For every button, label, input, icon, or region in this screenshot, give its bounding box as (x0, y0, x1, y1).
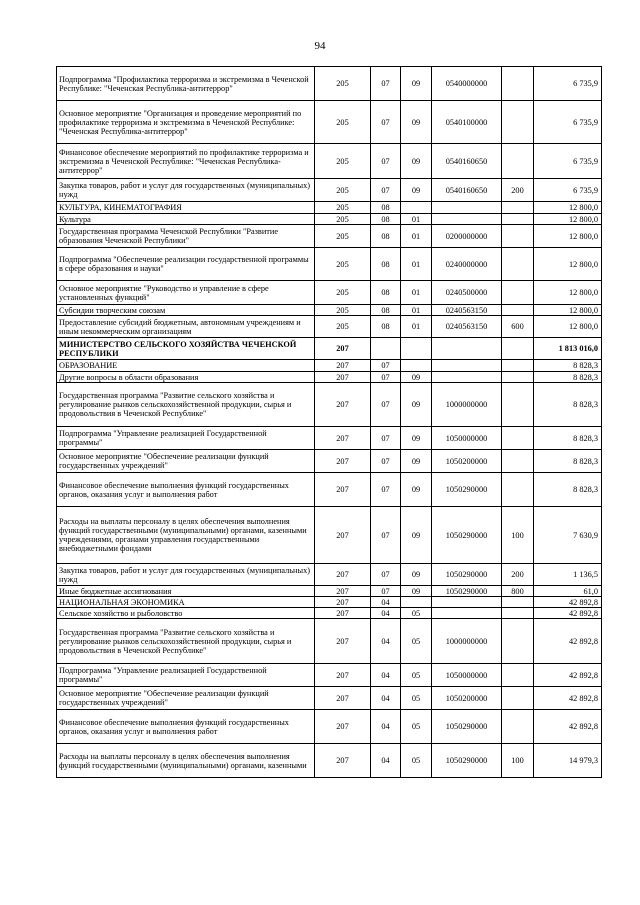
row-rz-cell: 07 (371, 372, 401, 383)
row-pr-cell: 09 (401, 144, 432, 179)
row-name-cell: Государственная программа "Развитие сельского хозяйства и регулирование рынков сельскохозяйственной продукции, сырья и продовольствия в Чеченской Республике" (57, 383, 315, 427)
table-row (57, 338, 602, 360)
row-ved-cell: 207 (315, 372, 371, 383)
row-rz-cell: 08 (371, 214, 401, 225)
row-pr-cell: 01 (401, 225, 432, 248)
row-vr-cell (502, 305, 534, 316)
row-csr-cell (432, 360, 502, 372)
table-row (57, 619, 602, 664)
row-name-cell: МИНИСТЕРСТВО СЕЛЬСКОГО ХОЗЯЙСТВА ЧЕЧЕНСКОЙ РЕСПУБЛИКИ (57, 338, 315, 360)
row-ved-cell: 205 (315, 144, 371, 179)
row-sum-cell: 12 800,0 (534, 225, 602, 248)
row-ved-cell: 207 (315, 687, 371, 710)
row-pr-cell: 05 (401, 664, 432, 687)
table-row (57, 597, 602, 608)
row-name-cell: Подпрограмма "Управление реализацией Государственной программы" (57, 664, 315, 687)
row-rz-cell: 04 (371, 710, 401, 744)
table-row (57, 564, 602, 586)
row-rz-cell: 07 (371, 507, 401, 564)
row-vr-cell (502, 710, 534, 744)
row-name-cell: Предоставление субсидий бюджетным, автономным учреждениям и иным некоммерческим организациям (57, 316, 315, 338)
row-name-cell: Подпрограмма "Профилактика терроризма и экстремизма в Чеченской Республике: "Чеченская Республика-антитеррор" (57, 67, 315, 101)
row-ved-cell: 207 (315, 427, 371, 450)
row-csr-cell: 0540160650 (432, 144, 502, 179)
row-rz-cell: 04 (371, 597, 401, 608)
row-csr-cell: 1050290000 (432, 507, 502, 564)
row-vr-cell (502, 608, 534, 619)
row-name-cell: Основное мероприятие "Организация и проведение мероприятий по профилактике терроризма и экстремизма в Чеченской Республике: "Чеченская Республика-антитеррор" (57, 101, 315, 144)
row-rz-cell: 07 (371, 101, 401, 144)
row-sum-cell: 8 828,3 (534, 473, 602, 507)
row-sum-cell: 12 800,0 (534, 202, 602, 214)
row-vr-cell (502, 281, 534, 305)
row-name-cell: Финансовое обеспечение выполнения функций государственных органов, оказания услуг и выполнения работ (57, 710, 315, 744)
row-pr-cell (401, 338, 432, 360)
row-ved-cell: 207 (315, 450, 371, 473)
row-sum-cell: 6 735,9 (534, 67, 602, 101)
row-ved-cell: 207 (315, 564, 371, 586)
row-rz-cell: 04 (371, 687, 401, 710)
row-vr-cell: 100 (502, 744, 534, 778)
row-csr-cell: 1050290000 (432, 744, 502, 778)
row-vr-cell (502, 372, 534, 383)
row-csr-cell (432, 608, 502, 619)
row-name-cell: Подпрограмма "Обеспечение реализации государственной программы в сфере образования и науки" (57, 248, 315, 281)
row-vr-cell: 100 (502, 507, 534, 564)
row-ved-cell: 205 (315, 248, 371, 281)
row-vr-cell (502, 619, 534, 664)
row-name-cell: Государственная программа Чеченской Республики "Развитие образования Чеченской Республики" (57, 225, 315, 248)
row-vr-cell (502, 473, 534, 507)
row-name-cell: Основное мероприятие "Обеспечение реализации функций государственных учреждений" (57, 687, 315, 710)
table-row (57, 710, 602, 744)
row-sum-cell: 42 892,8 (534, 710, 602, 744)
row-rz-cell: 07 (371, 473, 401, 507)
row-rz-cell: 07 (371, 67, 401, 101)
row-rz-cell: 08 (371, 248, 401, 281)
row-name-cell: Расходы на выплаты персоналу в целях обеспечения выполнения функций государственными (муниципальными) органами, казенными учреждениями, органами управления государственными внебюджетными фондами (57, 507, 315, 564)
table-row (57, 305, 602, 316)
row-sum-cell: 42 892,8 (534, 687, 602, 710)
row-ved-cell: 205 (315, 281, 371, 305)
row-vr-cell (502, 67, 534, 101)
row-pr-cell: 01 (401, 248, 432, 281)
row-ved-cell: 207 (315, 744, 371, 778)
row-pr-cell: 01 (401, 305, 432, 316)
row-ved-cell: 207 (315, 710, 371, 744)
row-pr-cell: 09 (401, 67, 432, 101)
table-row (57, 144, 602, 179)
row-csr-cell: 1050290000 (432, 710, 502, 744)
row-sum-cell: 12 800,0 (534, 316, 602, 338)
page-number: 94 (314, 40, 326, 52)
row-rz-cell: 07 (371, 450, 401, 473)
row-name-cell: Сельское хозяйство и рыболовство (57, 608, 315, 619)
row-sum-cell: 42 892,8 (534, 608, 602, 619)
row-ved-cell: 205 (315, 225, 371, 248)
table-row (57, 248, 602, 281)
row-vr-cell (502, 248, 534, 281)
row-name-cell: ОБРАЗОВАНИЕ (57, 360, 315, 372)
row-pr-cell: 09 (401, 383, 432, 427)
row-csr-cell: 1050200000 (432, 687, 502, 710)
row-csr-cell (432, 338, 502, 360)
row-vr-cell: 200 (502, 179, 534, 202)
row-sum-cell: 6 735,9 (534, 144, 602, 179)
row-sum-cell: 14 979,3 (534, 744, 602, 778)
row-rz-cell: 04 (371, 664, 401, 687)
row-name-cell: Субсидии творческим союзам (57, 305, 315, 316)
row-sum-cell: 1 813 016,0 (534, 338, 602, 360)
row-rz-cell: 08 (371, 316, 401, 338)
row-vr-cell (502, 664, 534, 687)
row-sum-cell: 12 800,0 (534, 305, 602, 316)
row-sum-cell: 7 630,9 (534, 507, 602, 564)
row-vr-cell: 600 (502, 316, 534, 338)
table-row (57, 316, 602, 338)
row-csr-cell: 1050290000 (432, 564, 502, 586)
row-name-cell: Основное мероприятие "Обеспечение реализации функций государственных учреждений" (57, 450, 315, 473)
row-csr-cell: 0240563150 (432, 316, 502, 338)
row-rz-cell: 07 (371, 179, 401, 202)
row-rz-cell: 08 (371, 281, 401, 305)
table-body (57, 67, 602, 778)
row-pr-cell: 01 (401, 281, 432, 305)
row-ved-cell: 207 (315, 608, 371, 619)
row-csr-cell: 0200000000 (432, 225, 502, 248)
table-row (57, 214, 602, 225)
row-rz-cell: 07 (371, 427, 401, 450)
row-pr-cell: 05 (401, 744, 432, 778)
row-ved-cell: 205 (315, 214, 371, 225)
row-ved-cell: 207 (315, 664, 371, 687)
row-sum-cell: 42 892,8 (534, 619, 602, 664)
row-csr-cell (432, 202, 502, 214)
row-vr-cell (502, 450, 534, 473)
row-pr-cell: 09 (401, 473, 432, 507)
table-row (57, 225, 602, 248)
row-pr-cell: 05 (401, 710, 432, 744)
row-ved-cell: 205 (315, 202, 371, 214)
row-rz-cell (371, 338, 401, 360)
table-row (57, 586, 602, 597)
row-csr-cell: 0540160650 (432, 179, 502, 202)
row-name-cell: НАЦИОНАЛЬНАЯ ЭКОНОМИКА (57, 597, 315, 608)
table-row (57, 179, 602, 202)
row-sum-cell: 1 136,5 (534, 564, 602, 586)
row-csr-cell: 1050290000 (432, 473, 502, 507)
row-csr-cell: 0240563150 (432, 305, 502, 316)
row-vr-cell (502, 597, 534, 608)
budget-table (56, 66, 602, 778)
row-ved-cell: 205 (315, 316, 371, 338)
row-vr-cell (502, 360, 534, 372)
table-row (57, 664, 602, 687)
row-ved-cell: 205 (315, 305, 371, 316)
row-sum-cell: 6 735,9 (534, 101, 602, 144)
row-name-cell: Культура (57, 214, 315, 225)
row-csr-cell (432, 372, 502, 383)
row-pr-cell: 05 (401, 608, 432, 619)
row-rz-cell: 07 (371, 383, 401, 427)
row-pr-cell: 09 (401, 564, 432, 586)
row-name-cell: Финансовое обеспечение мероприятий по профилактике терроризма и экстремизма в Чеченской Республике: "Чеченская Республика-антитеррор" (57, 144, 315, 179)
row-ved-cell: 207 (315, 383, 371, 427)
row-csr-cell: 1050200000 (432, 450, 502, 473)
row-sum-cell: 42 892,8 (534, 597, 602, 608)
row-pr-cell (401, 597, 432, 608)
row-ved-cell: 207 (315, 507, 371, 564)
row-rz-cell: 04 (371, 744, 401, 778)
row-csr-cell: 1050290000 (432, 586, 502, 597)
row-name-cell: Расходы на выплаты персоналу в целях обеспечения выполнения функций государственными (муниципальными) органами, казенными (57, 744, 315, 778)
row-sum-cell: 8 828,3 (534, 372, 602, 383)
table-row (57, 281, 602, 305)
row-vr-cell (502, 687, 534, 710)
row-vr-cell (502, 214, 534, 225)
row-name-cell: Государственная программа "Развитие сельского хозяйства и регулирование рынков сельскохозяйственной продукции, сырья и продовольствия в Чеченской Республике" (57, 619, 315, 664)
row-pr-cell: 09 (401, 101, 432, 144)
row-vr-cell (502, 202, 534, 214)
row-pr-cell: 01 (401, 316, 432, 338)
row-csr-cell: 0540100000 (432, 101, 502, 144)
row-csr-cell: 1000000000 (432, 619, 502, 664)
table-row (57, 383, 602, 427)
row-rz-cell: 07 (371, 144, 401, 179)
row-name-cell: Другие вопросы в области образования (57, 372, 315, 383)
table-row (57, 202, 602, 214)
row-rz-cell: 08 (371, 305, 401, 316)
row-sum-cell: 12 800,0 (534, 214, 602, 225)
row-rz-cell: 07 (371, 586, 401, 597)
row-vr-cell: 200 (502, 564, 534, 586)
table-row (57, 473, 602, 507)
row-pr-cell: 09 (401, 450, 432, 473)
row-csr-cell: 1050000000 (432, 427, 502, 450)
row-ved-cell: 207 (315, 338, 371, 360)
row-name-cell: КУЛЬТУРА, КИНЕМАТОГРАФИЯ (57, 202, 315, 214)
table-row (57, 427, 602, 450)
row-vr-cell (502, 225, 534, 248)
table-row (57, 507, 602, 564)
row-pr-cell: 05 (401, 619, 432, 664)
row-pr-cell (401, 202, 432, 214)
row-sum-cell: 42 892,8 (534, 664, 602, 687)
row-sum-cell: 12 800,0 (534, 281, 602, 305)
table-row (57, 101, 602, 144)
row-name-cell: Закупка товаров, работ и услуг для государственных (муниципальных) нужд (57, 179, 315, 202)
row-sum-cell: 8 828,3 (534, 427, 602, 450)
row-sum-cell: 8 828,3 (534, 450, 602, 473)
row-sum-cell: 61,0 (534, 586, 602, 597)
row-ved-cell: 207 (315, 360, 371, 372)
row-pr-cell: 09 (401, 179, 432, 202)
row-csr-cell: 0240500000 (432, 281, 502, 305)
row-vr-cell (502, 144, 534, 179)
row-sum-cell: 8 828,3 (534, 383, 602, 427)
row-csr-cell: 1050000000 (432, 664, 502, 687)
table-row (57, 744, 602, 778)
row-rz-cell: 04 (371, 608, 401, 619)
row-name-cell: Основное мероприятие "Руководство и управление в сфере установленных функций" (57, 281, 315, 305)
row-name-cell: Иные бюджетные ассигнования (57, 586, 315, 597)
row-ved-cell: 207 (315, 473, 371, 507)
row-ved-cell: 205 (315, 101, 371, 144)
row-csr-cell: 0540000000 (432, 67, 502, 101)
row-rz-cell: 07 (371, 360, 401, 372)
row-rz-cell: 07 (371, 564, 401, 586)
table-row (57, 608, 602, 619)
table-row (57, 372, 602, 383)
table-row (57, 67, 602, 101)
row-vr-cell (502, 338, 534, 360)
row-vr-cell (502, 383, 534, 427)
row-vr-cell: 800 (502, 586, 534, 597)
row-pr-cell (401, 360, 432, 372)
row-ved-cell: 207 (315, 586, 371, 597)
row-vr-cell (502, 427, 534, 450)
row-ved-cell: 205 (315, 179, 371, 202)
row-pr-cell: 09 (401, 372, 432, 383)
row-pr-cell: 05 (401, 687, 432, 710)
row-pr-cell: 01 (401, 214, 432, 225)
row-name-cell: Финансовое обеспечение выполнения функций государственных органов, оказания услуг и выполнения работ (57, 473, 315, 507)
row-sum-cell: 12 800,0 (534, 248, 602, 281)
table-row (57, 360, 602, 372)
table-row (57, 687, 602, 710)
row-name-cell: Подпрограмма "Управление реализацией Государственной программы" (57, 427, 315, 450)
row-rz-cell: 08 (371, 202, 401, 214)
row-vr-cell (502, 101, 534, 144)
row-rz-cell: 08 (371, 225, 401, 248)
row-csr-cell (432, 597, 502, 608)
row-ved-cell: 205 (315, 67, 371, 101)
row-sum-cell: 6 735,9 (534, 179, 602, 202)
row-csr-cell: 1000000000 (432, 383, 502, 427)
row-ved-cell: 207 (315, 597, 371, 608)
row-sum-cell: 8 828,3 (534, 360, 602, 372)
row-pr-cell: 09 (401, 507, 432, 564)
table-row (57, 450, 602, 473)
row-name-cell: Закупка товаров, работ и услуг для государственных (муниципальных) нужд (57, 564, 315, 586)
row-pr-cell: 09 (401, 586, 432, 597)
row-csr-cell: 0240000000 (432, 248, 502, 281)
row-pr-cell: 09 (401, 427, 432, 450)
row-rz-cell: 04 (371, 619, 401, 664)
row-ved-cell: 207 (315, 619, 371, 664)
row-csr-cell (432, 214, 502, 225)
